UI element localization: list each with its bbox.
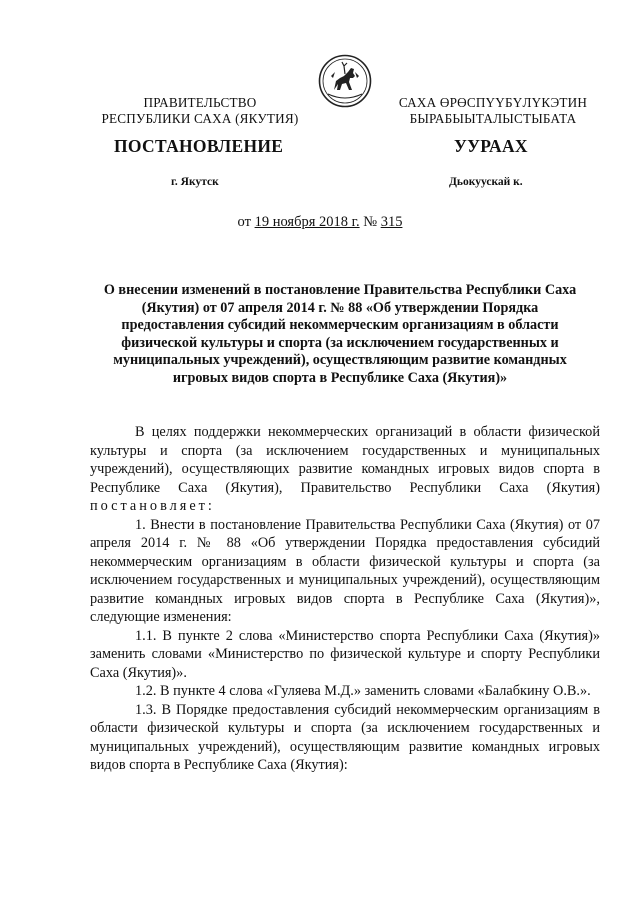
coat-of-arms-icon — [318, 54, 372, 108]
header-right-line: БЫРАБЫЫТАЛЫСТЫБАТА — [409, 111, 577, 126]
paragraph-item-1-1: 1.1. В пункте 2 слова «Министерство спорта Республики Саха (Якутия)» заменить словами «Министерство по физической культуре и спорту Республики Саха (Якутия)». — [90, 627, 600, 681]
date-prefix: от — [237, 214, 251, 230]
document-date: 19 ноября 2018 г. — [254, 214, 360, 230]
government-name-russian — [92, 95, 308, 127]
preamble-text: В целях поддержки некоммерческих организаций в области физической культуры и спорта (за исключением государственных и муниципальных учреждений), осуществляющих развитие командных игровых видов спорта в Республике Саха (Якутия), Правительство Республики Саха (Якутия) — [90, 424, 600, 496]
government-name-yakut — [385, 95, 601, 127]
document-type-russian: ПОСТАНОВЛЕНИЕ — [114, 136, 284, 156]
header-right-line: САХА ӨРӨСПҮҮБҮЛҮКЭТИН — [398, 95, 588, 110]
number-sign: № — [363, 214, 378, 230]
header-left-line: ПРАВИТЕЛЬСТВО — [143, 95, 257, 110]
paragraph-preamble — [90, 423, 600, 516]
document-type-yakut: УУРААХ — [454, 136, 528, 156]
paragraph-item-1: 1. Внести в постановление Правительства Республики Саха (Якутия) от 07 апреля 2014 г. № 88 «Об утверждении Порядка предоставления субсидий некоммерческим организациям в области физической культуры и спорта (за исключением государственных и муниципальных учреждений), осуществляющим развитие командных игровых видов спорта в Республике Саха (Якутия)», следующие изменения: — [90, 516, 600, 625]
city-yakut: Дьокуускай к. — [449, 176, 523, 188]
city-russian: г. Якутск — [171, 176, 219, 188]
header-left-line: РЕСПУБЛИКИ САХА (ЯКУТИЯ) — [101, 111, 299, 126]
document-date-line — [0, 214, 640, 231]
preamble-resolves: постановляет: — [90, 498, 215, 514]
paragraph-item-1-2: 1.2. В пункте 4 слова «Гуляева М.Д.» заменить словами «Балабкину О.В.». — [135, 683, 591, 699]
paragraph-item-1-3: 1.3. В Порядке предоставления субсидий некоммерческим организациям в области физической культуры и спорта (за исключением государственных и муниципальных учреждений), осуществляющим развитие командных игровых видов спорта в Республике Саха (Якутия): — [90, 701, 600, 773]
document-body — [90, 423, 600, 775]
document-heading: О внесении изменений в постановление Правительства Республики Саха (Якутия) от 07 апреля 2014 г. № 88 «Об утверждении Порядка предоставления субсидий некоммерческим организациям в области физической культуры и спорта (за исключением государственных и муниципальных учреждений), осуществляющим развитие командных игровых видов спорта в Республике Саха (Якутия)» — [103, 282, 577, 386]
document-number: 315 — [380, 214, 403, 230]
